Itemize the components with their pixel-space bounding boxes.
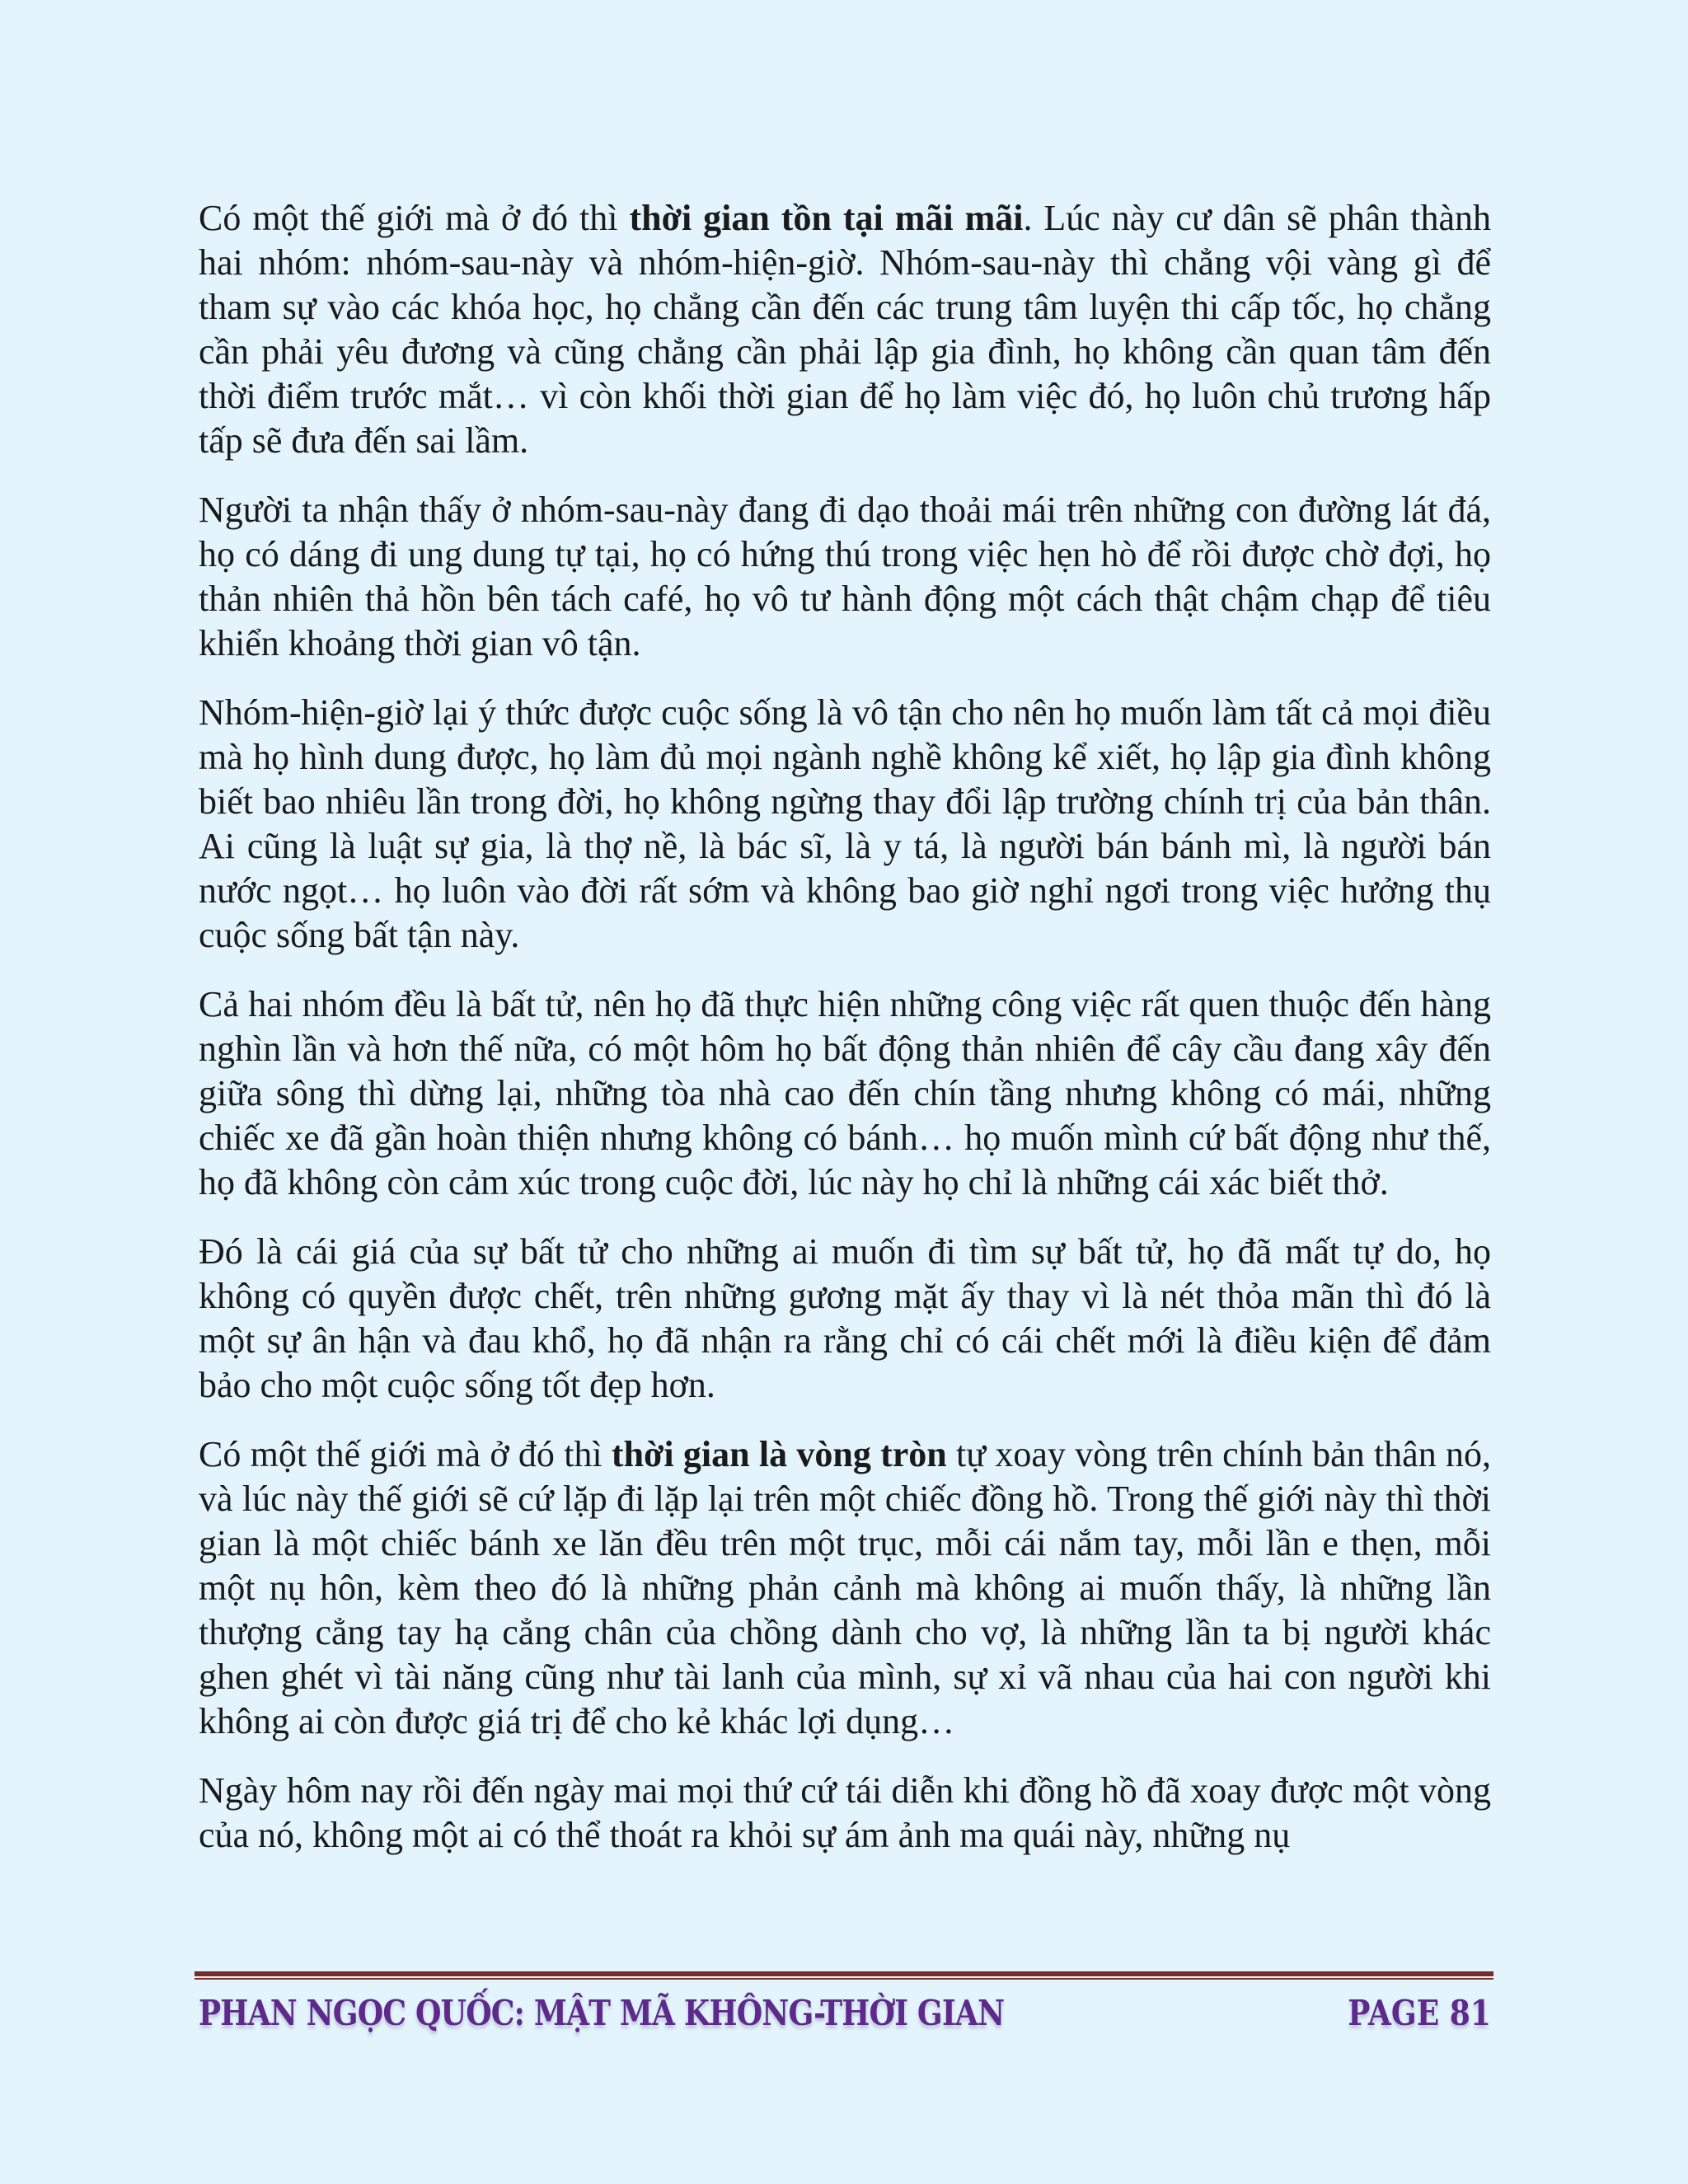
paragraph-1-bold-phrase: thời gian tồn tại mãi mãi bbox=[629, 198, 1024, 238]
footer-page-number: PAGE 81 bbox=[1348, 1993, 1491, 2033]
paragraph-5: Đó là cái giá của sự bất tử cho những ai muốn đi tìm sự bất tử, họ đã mất tự do, họ không có quyền được chết, trên những gương mặt ấy thay vì là nét thỏa mãn thì đó là một sự ân hận và đau khổ, họ đã nhận ra rằng chỉ có cái chết mới là điều kiện để đảm bảo cho một cuộc sống tốt đẹp hơn. bbox=[199, 1231, 1491, 1405]
footer-divider-thick-line bbox=[195, 1971, 1493, 1976]
paragraph-6 bbox=[199, 1432, 1491, 1744]
paragraph-3: Nhóm-hiện-giờ lại ý thức được cuộc sống là vô tận cho nên họ muốn làm tất cả mọi điều mà họ hình dung được, họ làm đủ mọi ngành nghề không kể xiết, họ lập gia đình không biết bao nhiêu lần trong đời, họ không ngừng thay đổi lập trường chính trị của bản thân. Ai cũng là luật sự gia, là thợ nề, là bác sĩ, là y tá, là người bán bánh mì, là người bán nước ngọt… họ luôn vào đời rất sớm và không bao giờ nghỉ ngơi trong việc hưởng thụ cuộc sống bất tận này. bbox=[199, 692, 1491, 955]
footer-divider bbox=[195, 1971, 1493, 1980]
page-footer bbox=[199, 1985, 1491, 2042]
paragraph-1 bbox=[199, 196, 1491, 463]
paragraph-6-bold-phrase: thời gian là vòng tròn bbox=[611, 1434, 947, 1474]
footer-book-title: PHAN NGỌC QUỐC: MẬT MÃ KHÔNG-THỜI GIAN bbox=[199, 1993, 1005, 2033]
paragraph-1-text-start: Có một thế giới mà ở đó thì bbox=[199, 198, 630, 238]
footer-divider-thin-line bbox=[195, 1978, 1493, 1980]
paragraph-6-text-end: tự xoay vòng trên chính bản thân nó, và lúc này thế giới sẽ cứ lặp đi lặp lại trên một chiếc đồng hồ. Trong thế giới này thì thời gian là một chiếc bánh xe lăn đều trên một trục, mỗi cái nắm tay, mỗi lần e thẹn, mỗi một nụ hôn, kèm theo đó là những phản cảnh mà không ai muốn thấy, là những lần thượng cẳng tay hạ cẳng chân của chồng dành cho vợ, là những lần ta bị người khác ghen ghét vì tài năng cũng như tài lanh của mình, sự xỉ vã nhau của hai con người khi không ai còn được giá trị để cho kẻ khác lợi dụng… bbox=[199, 1434, 1491, 1741]
body-text bbox=[199, 196, 1491, 1882]
paragraph-1-text-end: . Lúc này cư dân sẽ phân thành hai nhóm: nhóm-sau-này và nhóm-hiện-giờ. Nhóm-sau-này thì chẳng vội vàng gì để tham sự vào các khóa học, họ chẳng cần đến các trung tâm luyện thi cấp tốc, họ chẳng cần phải yêu đương và cũng chẳng cần phải lập gia đình, họ không cần quan tâm đến thời điểm trước mắt… vì còn khối thời gian để họ làm việc đó, họ luôn chủ trương hấp tấp sẽ đưa đến sai lầm. bbox=[199, 198, 1491, 461]
paragraph-4: Cả hai nhóm đều là bất tử, nên họ đã thực hiện những công việc rất quen thuộc đến hàng nghìn lần và hơn thế nữa, có một hôm họ bất động thản nhiên để cây cầu đang xây đến giữa sông thì dừng lại, những tòa nhà cao đến chín tầng nhưng không có mái, những chiếc xe đã gần hoàn thiện nhưng không có bánh… họ muốn mình cứ bất động như thế, họ đã không còn cảm xúc trong cuộc đời, lúc này họ chỉ là những cái xác biết thở. bbox=[199, 984, 1491, 1202]
paragraph-2: Người ta nhận thấy ở nhóm-sau-này đang đi dạo thoải mái trên những con đường lát đá, họ có dáng đi ung dung tự tại, họ có hứng thú trong việc hẹn hò để rồi được chờ đợi, họ thản nhiên thả hồn bên tách café, họ vô tư hành động một cách thật chậm chạp để tiêu khiển khoảng thời gian vô tận. bbox=[199, 490, 1491, 663]
paragraph-6-text-start: Có một thế giới mà ở đó thì bbox=[199, 1434, 612, 1474]
paragraph-7: Ngày hôm nay rồi đến ngày mai mọi thứ cứ tái diễn khi đồng hồ đã xoay được một vòng của nó, không một ai có thể thoát ra khỏi sự ám ảnh ma quái này, những nụ bbox=[199, 1770, 1491, 1855]
